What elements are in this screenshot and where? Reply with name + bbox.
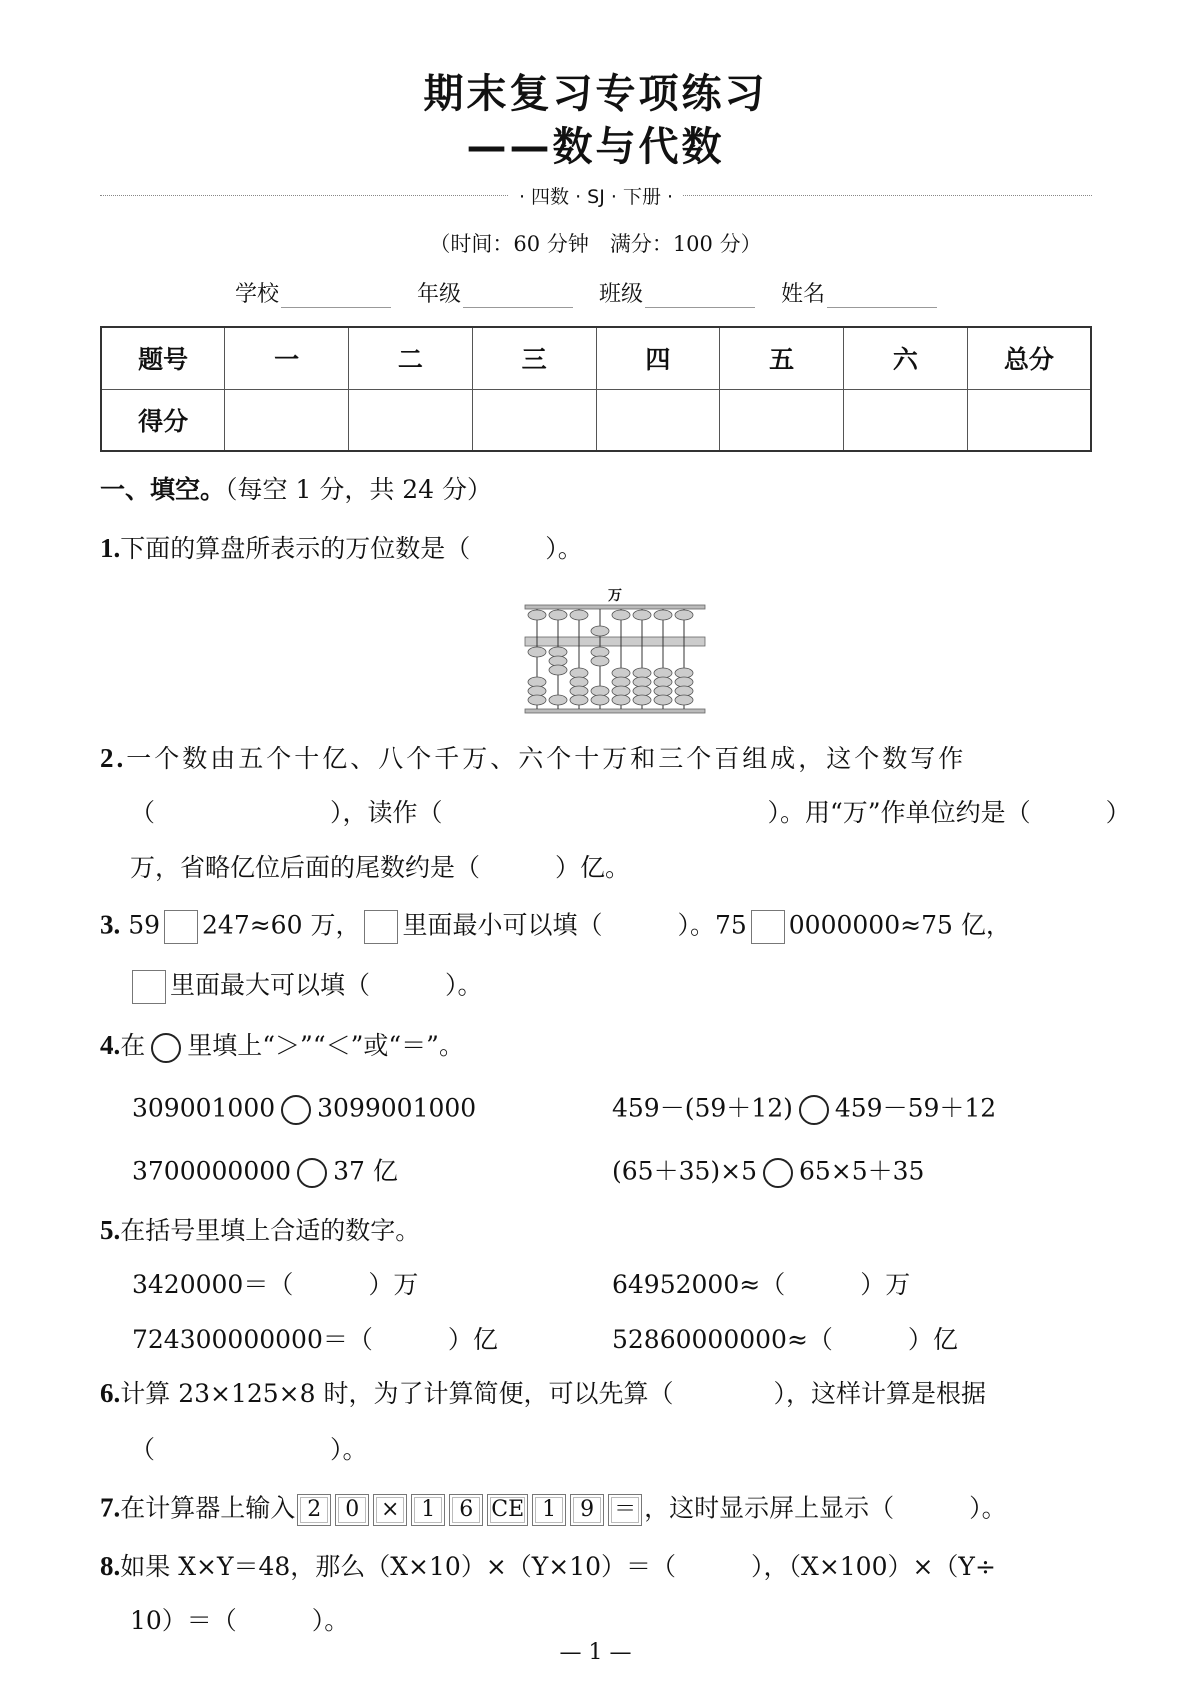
question-number: 5. [100, 1215, 121, 1245]
compare-circle[interactable] [799, 1095, 829, 1125]
box-symbol-icon [132, 970, 166, 1004]
score-cell[interactable] [596, 389, 720, 451]
text: 3099001000 [317, 1093, 477, 1123]
question-3-line2 [128, 970, 483, 1004]
question-text-line3: 万，省略亿位后面的尾数约是（ ）亿。 [130, 853, 631, 882]
grade-label: 年级 [417, 282, 462, 307]
section-note: （每空 1 分，共 24 分） [225, 475, 493, 504]
fill-item: 52860000000≈（ ）亿 [612, 1325, 958, 1354]
section-heading [100, 477, 492, 502]
text: ，这时显示屏上显示（ ）。 [644, 1493, 1007, 1523]
question-number: 2. [100, 743, 127, 773]
question-number: 1. [100, 533, 121, 563]
question-text: 如果 X×Y＝48，那么（X×10）×（Y×10）＝（ ），（X×100）×（Y÷ [120, 1552, 996, 1581]
question-3 [100, 910, 1011, 944]
series-label-row [100, 180, 1092, 210]
name-field[interactable] [781, 277, 937, 308]
class-field[interactable] [599, 277, 755, 308]
calculator-key: × [373, 1494, 407, 1526]
school-blank[interactable] [281, 285, 391, 308]
table-cell: 题号 [101, 327, 225, 389]
question-7 [100, 1494, 1007, 1526]
calculator-key: 1 [532, 1494, 566, 1526]
table-cell: 总分 [967, 327, 1091, 389]
score-cell[interactable] [472, 389, 596, 451]
text: 65×5＋35 [798, 1156, 925, 1186]
question-number: 3. [100, 909, 121, 940]
question-8 [100, 1553, 996, 1580]
question-text: 一个数由五个十亿、八个千万、六个十万和三个百组成，这个数写作 [126, 744, 967, 773]
student-info [235, 277, 937, 308]
score-cell[interactable] [967, 389, 1091, 451]
fill-item: 3420000＝（ ）万 [132, 1270, 419, 1299]
page-subtitle: ——数与代数 [466, 124, 725, 170]
text: (65＋35)×5 [612, 1156, 757, 1186]
compare-item [132, 1095, 476, 1125]
calculator-key: 0 [335, 1494, 369, 1526]
calculator-key: ＝ [608, 1494, 642, 1526]
table-cell: 得分 [101, 389, 225, 451]
compare-item [612, 1158, 924, 1188]
question-text: 计算 23×125×8 时，为了计算简便，可以先算（ ），这样计算是根据 [120, 1379, 986, 1408]
compare-item [132, 1158, 398, 1188]
page-number: — 1 — [559, 1640, 632, 1665]
table-cell: 二 [349, 327, 473, 389]
abacus-label: 万 [608, 588, 622, 604]
table-cell: 五 [720, 327, 844, 389]
school-label: 学校 [235, 282, 280, 307]
digit-box[interactable] [751, 910, 785, 944]
text: 在计算器上输入 [120, 1493, 296, 1523]
grade-blank[interactable] [463, 285, 573, 308]
name-blank[interactable] [827, 285, 937, 308]
abacus-icon [520, 585, 710, 715]
text: 459－(59＋12) [612, 1093, 793, 1123]
table-cell: 四 [596, 327, 720, 389]
compare-circle[interactable] [297, 1158, 327, 1188]
calculator-key: CE [487, 1494, 528, 1526]
text: 0000000≈75 亿， [788, 910, 1011, 940]
compare-item [612, 1095, 996, 1125]
class-label: 班级 [599, 282, 644, 307]
question-1 [100, 535, 583, 562]
text: 3700000000 [132, 1156, 292, 1186]
question-2 [100, 745, 966, 772]
question-text-line2: （ ）。 [130, 1435, 368, 1464]
calculator-key: 6 [449, 1494, 483, 1526]
text: 里填上“＞”“＜”或“＝”。 [187, 1031, 464, 1060]
score-table [100, 326, 1092, 452]
table-row-score [101, 389, 1091, 451]
question-5 [100, 1217, 420, 1244]
series-label: · 四数 · SJ · 下册 · [509, 186, 683, 208]
fill-item: 64952000≈（ ）万 [612, 1270, 911, 1299]
text: 459－59＋12 [834, 1093, 997, 1123]
text: 里面最小可以填（ ）。75 [402, 910, 747, 940]
compare-circle[interactable] [763, 1158, 793, 1188]
question-6 [100, 1380, 986, 1407]
text: 309001000 [132, 1093, 276, 1123]
digit-box[interactable] [164, 910, 198, 944]
score-cell[interactable] [844, 389, 968, 451]
score-cell[interactable] [349, 389, 473, 451]
box-symbol-icon [364, 910, 398, 944]
question-number: 4. [100, 1030, 121, 1060]
name-label: 姓名 [781, 282, 826, 307]
question-number: 6. [100, 1378, 121, 1408]
school-field[interactable] [235, 277, 391, 308]
question-number: 7. [100, 1492, 121, 1523]
text: 247≈60 万， [202, 910, 361, 940]
question-number: 8. [100, 1551, 121, 1581]
question-text-line2: 10）＝（ ）。 [130, 1606, 350, 1635]
calculator-key: 2 [297, 1494, 331, 1526]
grade-field[interactable] [417, 277, 573, 308]
page-title: 期末复习专项练习 [423, 71, 768, 117]
time-info: （时间：60 分钟 满分：100 分） [429, 232, 762, 256]
score-cell[interactable] [720, 389, 844, 451]
calculator-key: 9 [570, 1494, 604, 1526]
text: 里面最大可以填（ ）。 [170, 970, 483, 1000]
class-blank[interactable] [645, 285, 755, 308]
text: 59 [128, 910, 161, 940]
table-row-header [101, 327, 1091, 389]
table-cell: 三 [472, 327, 596, 389]
table-cell: 六 [844, 327, 968, 389]
compare-circle[interactable] [281, 1095, 311, 1125]
table-cell: 一 [225, 327, 349, 389]
calculator-key: 1 [411, 1494, 445, 1526]
section-title: 一、填空。 [100, 475, 226, 504]
abacus-figure [520, 585, 710, 715]
question-4 [100, 1032, 464, 1063]
question-text: 下面的算盘所表示的万位数是（ ）。 [120, 534, 583, 563]
text: 37 亿 [333, 1156, 398, 1186]
question-text-line2: （ ），读作（ ）。用“万”作单位约是（ ） [130, 798, 1131, 827]
text: 在 [120, 1031, 146, 1060]
circle-symbol-icon [151, 1033, 181, 1063]
score-cell[interactable] [225, 389, 349, 451]
fill-item: 724300000000＝（ ）亿 [132, 1325, 498, 1354]
question-text: 在括号里填上合适的数字。 [120, 1216, 421, 1245]
